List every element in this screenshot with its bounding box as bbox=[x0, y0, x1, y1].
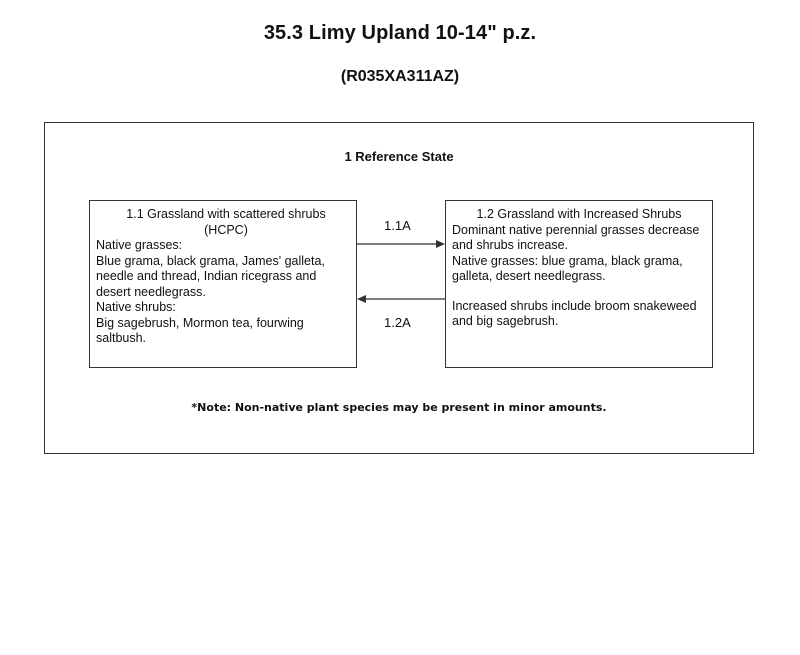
community-1-2-text-grasses: Native grasses: blue grama, black grama, galleta, desert needlegrass. bbox=[452, 253, 683, 283]
transition-label-1-2a: 1.2A bbox=[384, 315, 411, 330]
community-box-1-2 bbox=[445, 200, 713, 368]
community-1-1-title bbox=[96, 207, 350, 238]
community-1-1-grasses-heading: Native grasses: bbox=[96, 238, 183, 252]
community-1-1-grasses-text: Blue grama, black grama, James' galleta, needle and thread, Indian ricegrass and desert needlegrass. bbox=[96, 253, 325, 299]
community-1-2-spacer bbox=[452, 285, 706, 299]
community-1-1-shrubs-text: Big sagebrush, Mormon tea, fourwing saltbush. bbox=[96, 315, 304, 345]
ecological-site-id: (R035XA311AZ) bbox=[340, 68, 460, 85]
community-1-1-title-line1: 1.1 Grassland with scattered shrubs bbox=[126, 207, 326, 221]
footnote: *Note: Non-native plant species may be present in minor amounts. bbox=[191, 401, 607, 414]
community-1-1-title-line2: (HCPC) bbox=[204, 222, 248, 237]
diagram-title: 35.3 Limy Upland 10-14" p.z. bbox=[263, 22, 537, 44]
community-1-2-text-shrubs: Increased shrubs include broom snakeweed and big sagebrush. bbox=[452, 298, 697, 328]
transition-label-1-1a: 1.1A bbox=[384, 218, 411, 233]
community-1-2-text-dominant: Dominant native perennial grasses decrease and shrubs increase. bbox=[452, 222, 700, 252]
reference-state-label: 1 Reference State bbox=[344, 149, 454, 164]
community-1-2-title: 1.2 Grassland with Increased Shrubs bbox=[476, 207, 682, 221]
community-1-1-shrubs-heading: Native shrubs: bbox=[96, 300, 176, 314]
community-box-1-1 bbox=[89, 200, 357, 368]
